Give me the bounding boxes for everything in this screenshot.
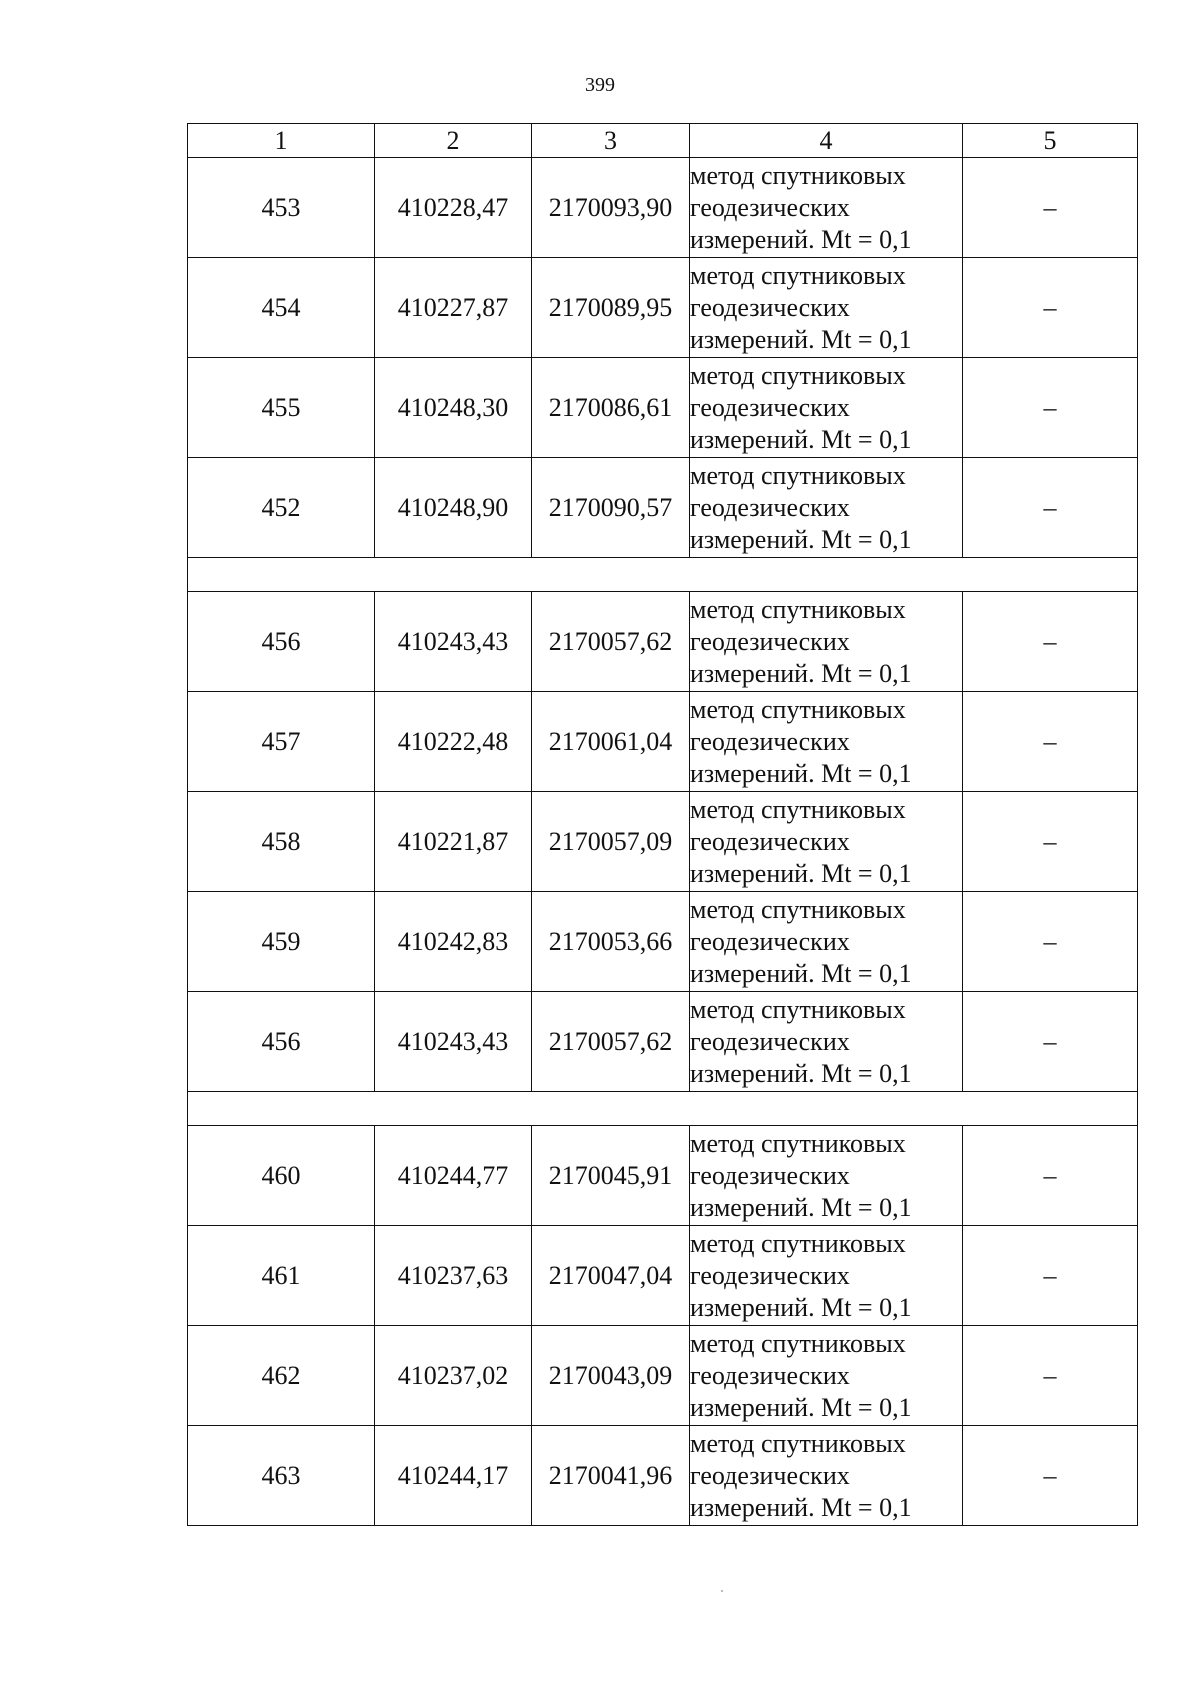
point-number: 460 xyxy=(188,1126,375,1226)
table-row xyxy=(188,792,1138,892)
method-line-1: метод спутниковых xyxy=(690,794,906,824)
method-line-2: геодезических xyxy=(690,492,850,522)
method-description xyxy=(690,992,963,1092)
note-dash: – xyxy=(963,592,1138,692)
table-row xyxy=(188,158,1138,258)
method-line-2: геодезических xyxy=(690,1260,850,1290)
table-row xyxy=(188,458,1138,558)
table-row xyxy=(188,1126,1138,1226)
method-line-3: измерений. Mt = 0,1 xyxy=(690,1392,912,1422)
point-number: 456 xyxy=(188,992,375,1092)
coordinate-y: 2170090,57 xyxy=(532,458,690,558)
method-line-2: геодезических xyxy=(690,1460,850,1490)
method-line-1: метод спутниковых xyxy=(690,360,906,390)
note-dash: – xyxy=(963,458,1138,558)
page-number: 399 xyxy=(585,74,615,96)
method-line-3: измерений. Mt = 0,1 xyxy=(690,858,912,888)
note-dash: – xyxy=(963,692,1138,792)
note-dash: – xyxy=(963,158,1138,258)
coordinate-x: 410243,43 xyxy=(375,992,532,1092)
coordinate-x: 410243,43 xyxy=(375,592,532,692)
point-number: 455 xyxy=(188,358,375,458)
note-dash: – xyxy=(963,1126,1138,1226)
method-line-2: геодезических xyxy=(690,926,850,956)
coordinate-y: 2170057,09 xyxy=(532,792,690,892)
method-line-3: измерений. Mt = 0,1 xyxy=(690,524,912,554)
method-line-1: метод спутниковых xyxy=(690,260,906,290)
table-row xyxy=(188,592,1138,692)
coordinate-y: 2170061,04 xyxy=(532,692,690,792)
table-row xyxy=(188,892,1138,992)
table-row xyxy=(188,692,1138,792)
note-dash: – xyxy=(963,992,1138,1092)
note-dash: – xyxy=(963,1426,1138,1526)
point-number: 462 xyxy=(188,1326,375,1426)
coordinate-y: 2170057,62 xyxy=(532,992,690,1092)
separator-row xyxy=(188,1092,1138,1126)
method-line-3: измерений. Mt = 0,1 xyxy=(690,1492,912,1522)
method-line-2: геодезических xyxy=(690,726,850,756)
method-line-1: метод спутниковых xyxy=(690,1128,906,1158)
header-col-2: 2 xyxy=(375,124,532,158)
method-line-2: геодезических xyxy=(690,826,850,856)
method-description xyxy=(690,258,963,358)
note-dash: – xyxy=(963,1226,1138,1326)
coordinate-y: 2170053,66 xyxy=(532,892,690,992)
point-number: 452 xyxy=(188,458,375,558)
coordinate-y: 2170089,95 xyxy=(532,258,690,358)
method-description xyxy=(690,158,963,258)
table-row xyxy=(188,992,1138,1092)
coordinate-y: 2170086,61 xyxy=(532,358,690,458)
method-description xyxy=(690,458,963,558)
point-number: 456 xyxy=(188,592,375,692)
table-row xyxy=(188,1326,1138,1426)
note-dash: – xyxy=(963,258,1138,358)
method-line-1: метод спутниковых xyxy=(690,994,906,1024)
method-line-3: измерений. Mt = 0,1 xyxy=(690,958,912,988)
note-dash: – xyxy=(963,892,1138,992)
header-col-4: 4 xyxy=(690,124,963,158)
method-description xyxy=(690,358,963,458)
method-description xyxy=(690,792,963,892)
note-dash: – xyxy=(963,358,1138,458)
method-description xyxy=(690,592,963,692)
point-number: 453 xyxy=(188,158,375,258)
method-line-2: геодезических xyxy=(690,192,850,222)
method-line-2: геодезических xyxy=(690,626,850,656)
table-header-row xyxy=(188,124,1138,158)
point-number: 457 xyxy=(188,692,375,792)
coordinate-x: 410228,47 xyxy=(375,158,532,258)
coordinate-x: 410244,77 xyxy=(375,1126,532,1226)
coordinate-y: 2170041,96 xyxy=(532,1426,690,1526)
table-row xyxy=(188,1226,1138,1326)
coordinate-x: 410242,83 xyxy=(375,892,532,992)
coordinate-y: 2170057,62 xyxy=(532,592,690,692)
method-description xyxy=(690,1226,963,1326)
coordinate-y: 2170043,09 xyxy=(532,1326,690,1426)
coordinate-x: 410227,87 xyxy=(375,258,532,358)
header-col-1: 1 xyxy=(188,124,375,158)
method-line-1: метод спутниковых xyxy=(690,894,906,924)
table-row xyxy=(188,1426,1138,1526)
point-number: 461 xyxy=(188,1226,375,1326)
separator-row xyxy=(188,558,1138,592)
method-line-3: измерений. Mt = 0,1 xyxy=(690,1058,912,1088)
method-line-2: геодезических xyxy=(690,292,850,322)
method-description xyxy=(690,1126,963,1226)
table-row xyxy=(188,358,1138,458)
coordinate-x: 410222,48 xyxy=(375,692,532,792)
table-body xyxy=(188,158,1138,1526)
method-line-2: геодезических xyxy=(690,1026,850,1056)
point-number: 459 xyxy=(188,892,375,992)
point-number: 458 xyxy=(188,792,375,892)
note-dash: – xyxy=(963,1326,1138,1426)
scan-speck xyxy=(721,1590,723,1592)
coordinate-x: 410237,63 xyxy=(375,1226,532,1326)
method-line-1: метод спутниковых xyxy=(690,1328,906,1358)
method-line-3: измерений. Mt = 0,1 xyxy=(690,224,912,254)
method-description xyxy=(690,1426,963,1526)
note-dash: – xyxy=(963,792,1138,892)
coordinate-y: 2170045,91 xyxy=(532,1126,690,1226)
coordinate-x: 410237,02 xyxy=(375,1326,532,1426)
method-line-2: геодезических xyxy=(690,1160,850,1190)
method-line-1: метод спутниковых xyxy=(690,160,906,190)
separator-cell xyxy=(188,1092,1138,1126)
coordinate-y: 2170047,04 xyxy=(532,1226,690,1326)
method-line-3: измерений. Mt = 0,1 xyxy=(690,324,912,354)
table-row xyxy=(188,258,1138,358)
method-line-1: метод спутниковых xyxy=(690,460,906,490)
method-line-2: геодезических xyxy=(690,392,850,422)
header-col-5: 5 xyxy=(963,124,1138,158)
coordinate-x: 410221,87 xyxy=(375,792,532,892)
header-col-3: 3 xyxy=(532,124,690,158)
method-line-2: геодезических xyxy=(690,1360,850,1390)
method-line-1: метод спутниковых xyxy=(690,694,906,724)
coordinate-x: 410244,17 xyxy=(375,1426,532,1526)
method-line-3: измерений. Mt = 0,1 xyxy=(690,1192,912,1222)
method-line-3: измерений. Mt = 0,1 xyxy=(690,1292,912,1322)
coordinate-x: 410248,30 xyxy=(375,358,532,458)
method-description xyxy=(690,692,963,792)
method-line-1: метод спутниковых xyxy=(690,1228,906,1258)
point-number: 454 xyxy=(188,258,375,358)
coordinates-table xyxy=(187,123,1138,1526)
separator-cell xyxy=(188,558,1138,592)
method-description xyxy=(690,892,963,992)
method-line-3: измерений. Mt = 0,1 xyxy=(690,758,912,788)
method-line-3: измерений. Mt = 0,1 xyxy=(690,424,912,454)
coordinate-x: 410248,90 xyxy=(375,458,532,558)
method-line-1: метод спутниковых xyxy=(690,1428,906,1458)
point-number: 463 xyxy=(188,1426,375,1526)
coordinate-y: 2170093,90 xyxy=(532,158,690,258)
method-line-3: измерений. Mt = 0,1 xyxy=(690,658,912,688)
method-description xyxy=(690,1326,963,1426)
method-line-1: метод спутниковых xyxy=(690,594,906,624)
